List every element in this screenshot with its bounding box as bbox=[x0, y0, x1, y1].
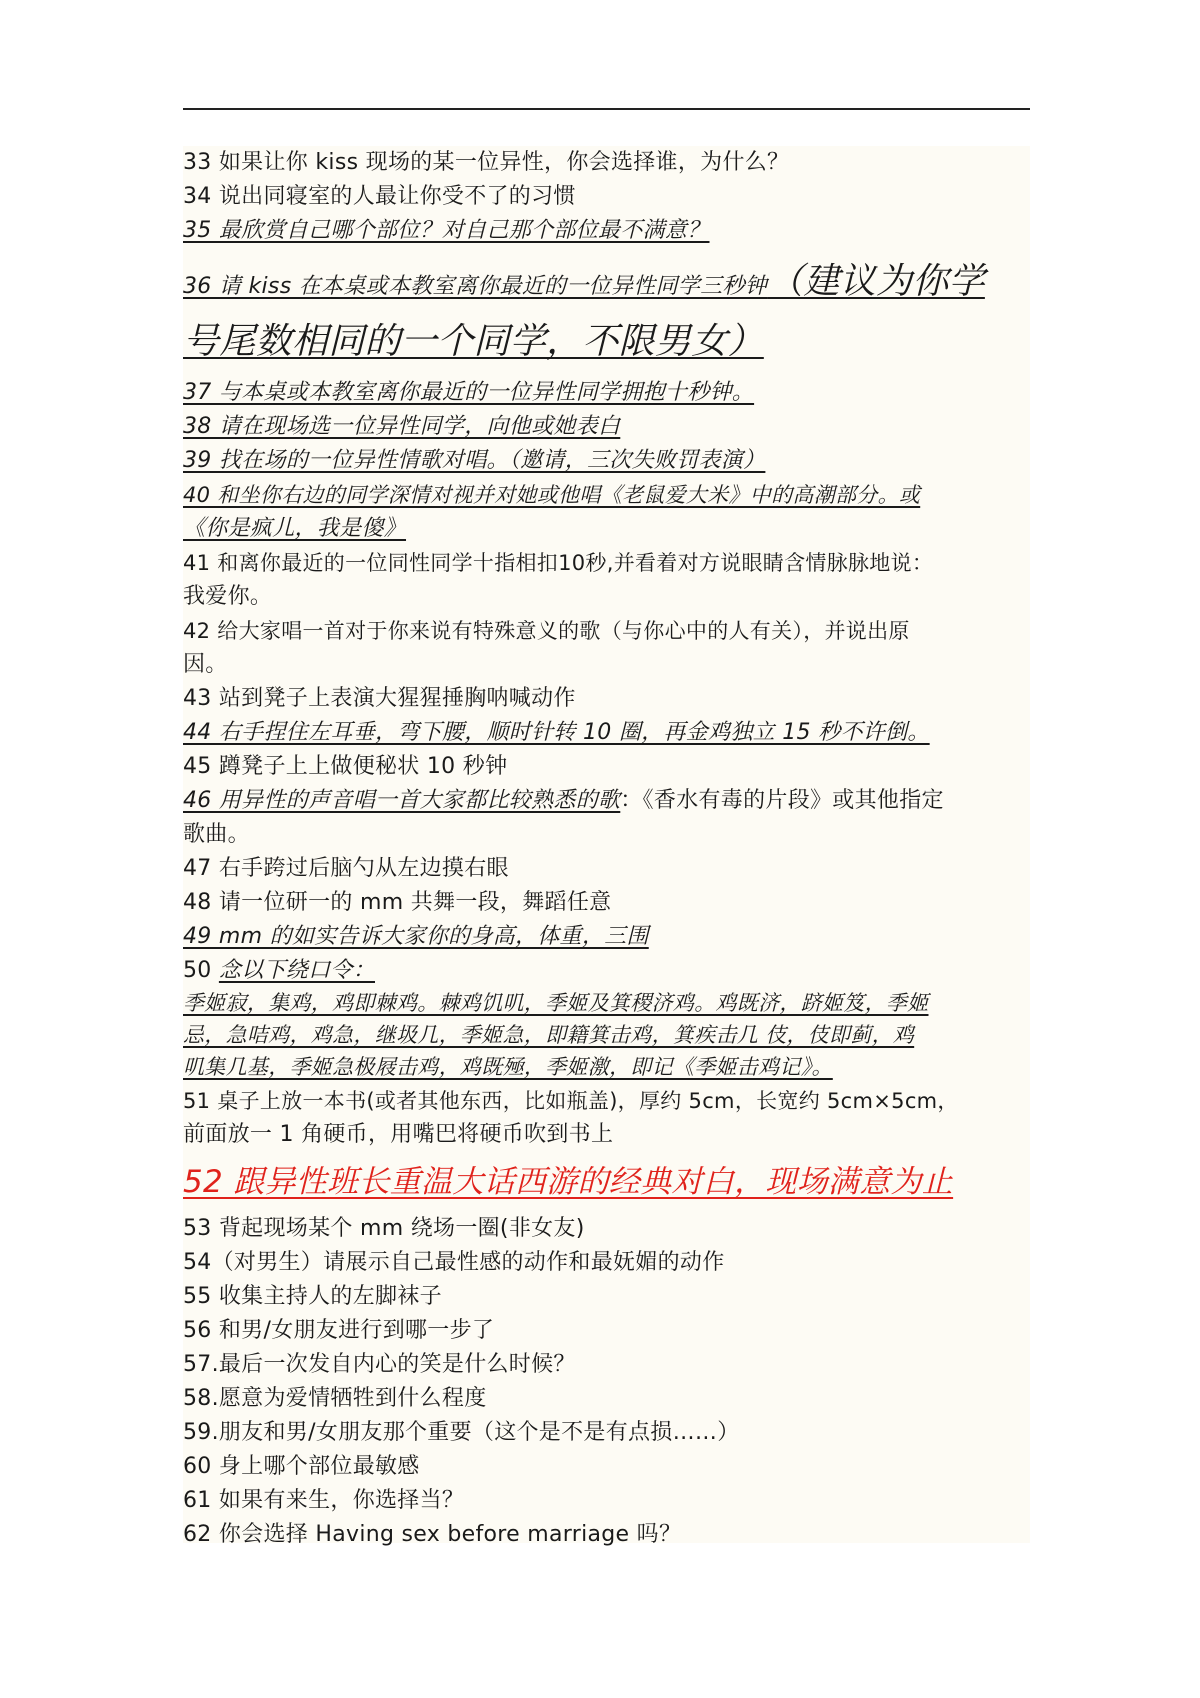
item-39: 39 找在场的一位异性情歌对唱。（邀请，三次失败罚表演） bbox=[183, 448, 766, 473]
item-51-cont: 前面放一 1 角硬币，用嘴巴将硬币吹到书上 bbox=[183, 1122, 614, 1147]
item-33: 33 如果让你 kiss 现场的某一位异性，你会选择谁，为什么？ bbox=[183, 150, 790, 175]
item-61: 61 如果有来生，你选择当？ bbox=[183, 1488, 465, 1513]
item-35: 35 最欣赏自己哪个部位？对自己那个部位最不满意？ bbox=[183, 218, 710, 243]
item-36-cont: 号尾数相同的一个同学，不限男女） bbox=[183, 321, 764, 362]
item-58: 58.愿意为爱情牺牲到什么程度 bbox=[183, 1386, 487, 1411]
item-46-text: 46 用异性的声音唱一首大家都比较熟悉的歌 bbox=[183, 788, 621, 813]
item-36-text: 36 请 kiss 在本桌或本教室离你最近的一位异性同学三秒钟 bbox=[183, 274, 768, 299]
header-rule bbox=[183, 108, 1030, 110]
item-43: 43 站到凳子上表演大猩猩捶胸呐喊动作 bbox=[183, 686, 576, 711]
item-62: 62 你会选择 Having sex before marriage 吗？ bbox=[183, 1522, 682, 1547]
item-56: 56 和男/女朋友进行到哪一步了 bbox=[183, 1318, 495, 1343]
item-42-cont: 因。 bbox=[183, 652, 228, 677]
tongue-twister-line-2: 忌，急咭鸡，鸡急，继圾几，季姬急，即籍箕击鸡，箕疾击几 伎，伎即蓟，鸡 bbox=[183, 1023, 915, 1047]
item-41: 41 和离你最近的一位同性同学十指相扣10秒,并看着对方说眼睛含情脉脉地说： bbox=[183, 551, 934, 575]
item-45: 45 蹲凳子上上做便秘状 10 秒钟 bbox=[183, 754, 508, 779]
item-36 bbox=[183, 252, 985, 312]
item-34: 34 说出同寝室的人最让你受不了的习惯 bbox=[183, 184, 576, 209]
item-60: 60 身上哪个部位最敏感 bbox=[183, 1454, 420, 1479]
item-52-highlight: 52 跟异性班长重温大话西游的经典对白，现场满意为止 bbox=[183, 1164, 954, 1200]
item-37: 37 与本桌或本教室离你最近的一位异性同学拥抱十秒钟。 bbox=[183, 380, 755, 405]
item-48: 48 请一位研一的 mm 共舞一段，舞蹈任意 bbox=[183, 890, 612, 915]
item-41-cont: 我爱你。 bbox=[183, 584, 273, 609]
item-57: 57.最后一次发自内心的笑是什么时候？ bbox=[183, 1352, 576, 1377]
tongue-twister-line-1: 季姬寂，集鸡，鸡即棘鸡。棘鸡饥叽，季姬及箕稷济鸡。鸡既济，跻姬笈，季姬 bbox=[183, 991, 929, 1015]
item-38: 38 请在现场选一位异性同学，向他或她表白 bbox=[183, 414, 621, 439]
item-50-text: 念以下绕口令： bbox=[218, 958, 375, 983]
document-body bbox=[183, 146, 1030, 1547]
item-40-cont: 《你是疯儿，我是傻》 bbox=[183, 516, 407, 541]
item-40: 40 和坐你右边的同学深情对视并对她或他唱《老鼠爱大米》中的高潮部分。或 bbox=[183, 483, 921, 507]
item-50-number: 50 bbox=[183, 958, 219, 983]
item-46-cont: 歌曲。 bbox=[183, 822, 250, 847]
item-36-note: （建议为你学 bbox=[767, 261, 985, 302]
item-46-note: ：《香水有毒的片段》或其他指定 bbox=[620, 788, 944, 813]
item-55: 55 收集主持人的左脚袜子 bbox=[183, 1284, 442, 1309]
item-42: 42 给大家唱一首对于你来说有特殊意义的歌（与你心中的人有关），并说出原 bbox=[183, 619, 910, 643]
item-54: 54（对男生）请展示自己最性感的动作和最妩媚的动作 bbox=[183, 1250, 725, 1275]
item-53: 53 背起现场某个 mm 绕场一圈(非女友) bbox=[183, 1216, 585, 1241]
item-46 bbox=[183, 784, 944, 818]
item-47: 47 右手跨过后脑勺从左边摸右眼 bbox=[183, 856, 509, 881]
item-44: 44 右手捏住左耳垂，弯下腰，顺时针转 10 圈，再金鸡独立 15 秒不许倒。 bbox=[183, 720, 930, 745]
item-59: 59.朋友和男/女朋友那个重要（这个是不是有点损……） bbox=[183, 1420, 740, 1445]
item-50 bbox=[183, 954, 375, 988]
item-49: 49 mm 的如实告诉大家你的身高，体重，三围 bbox=[183, 924, 649, 949]
tongue-twister-line-3: 叽集几基，季姬急极屐击鸡，鸡既殛，季姬激，即记《季姬击鸡记》。 bbox=[183, 1055, 833, 1079]
item-51: 51 桌子上放一本书(或者其他东西，比如瓶盖)，厚约 5cm，长宽约 5cm×5cm， bbox=[183, 1089, 959, 1113]
